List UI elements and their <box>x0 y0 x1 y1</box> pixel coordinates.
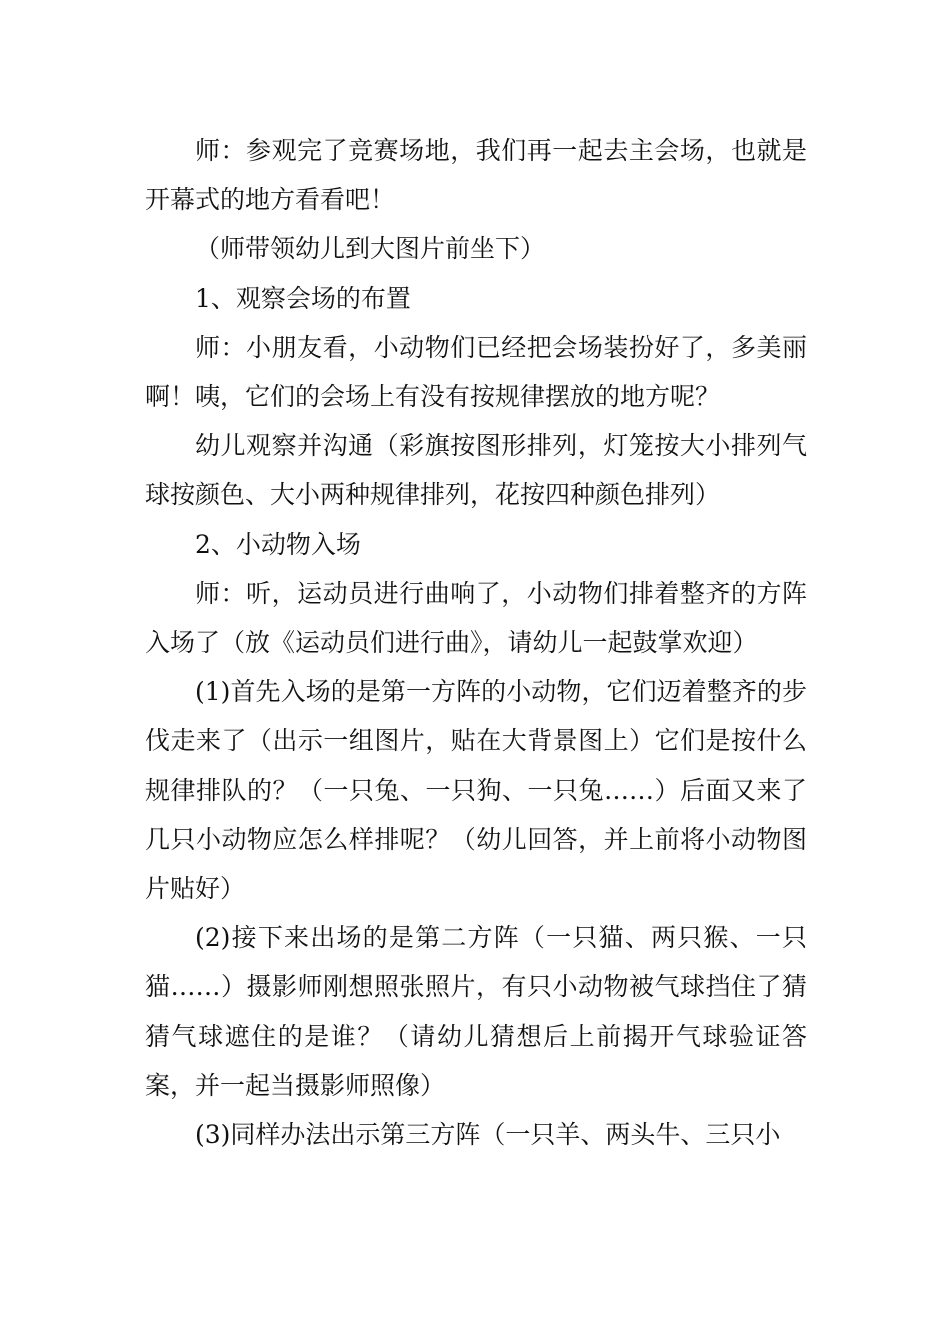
paragraph-second-formation: (2)接下来出场的是第二方阵（一只猫、两只猴、一只猫……）摄影师刚想照张照片，有只小动物被气球挡住了猜猜气球遮住的是谁？（请幼儿猜想后上前揭开气球验证答案，并一起当摄影师照像） <box>145 923 807 1100</box>
paragraph-teacher-intro: 师：参观完了竞赛场地，我们再一起去主会场，也就是开幕式的地方看看吧！ <box>145 136 807 215</box>
section-heading-observe-venue: 1、观察会场的布置 <box>195 283 411 313</box>
paragraph-teacher-march: 师：听，运动员进行曲响了，小动物们排着整齐的方阵入场了（放《运动员们进行曲》，请幼儿一起鼓掌欢迎） <box>145 578 807 658</box>
section-heading-animals-enter: 2、小动物入场 <box>195 529 361 559</box>
paragraph-children-observe: 幼儿观察并沟通（彩旗按图形排列，灯笼按大小排列气球按颜色、大小两种规律排列，花按四种颜色排列） <box>145 431 807 510</box>
paragraph-third-formation: (3)同样办法出示第三方阵（一只羊、两头牛、三只小 <box>195 1120 781 1150</box>
paragraph-first-formation: (1)首先入场的是第一方阵的小动物，它们迈着整齐的步伐走来了（出示一组图片，贴在大背景图上）它们是按什么规律排队的？（一只兔、一只狗、一只兔……）后面又来了几只小动物应怎么样排呢？（幼儿回答，并上前将小动物图片贴好） <box>145 677 807 904</box>
paragraph-stage-direction: （师带领幼儿到大图片前坐下） <box>195 234 546 264</box>
body-text <box>145 126 807 1159</box>
paragraph-teacher-venue: 师：小朋友看，小动物们已经把会场装扮好了，多美丽啊！咦，它们的会场上有没有按规律摆放的地方呢？ <box>145 332 807 412</box>
